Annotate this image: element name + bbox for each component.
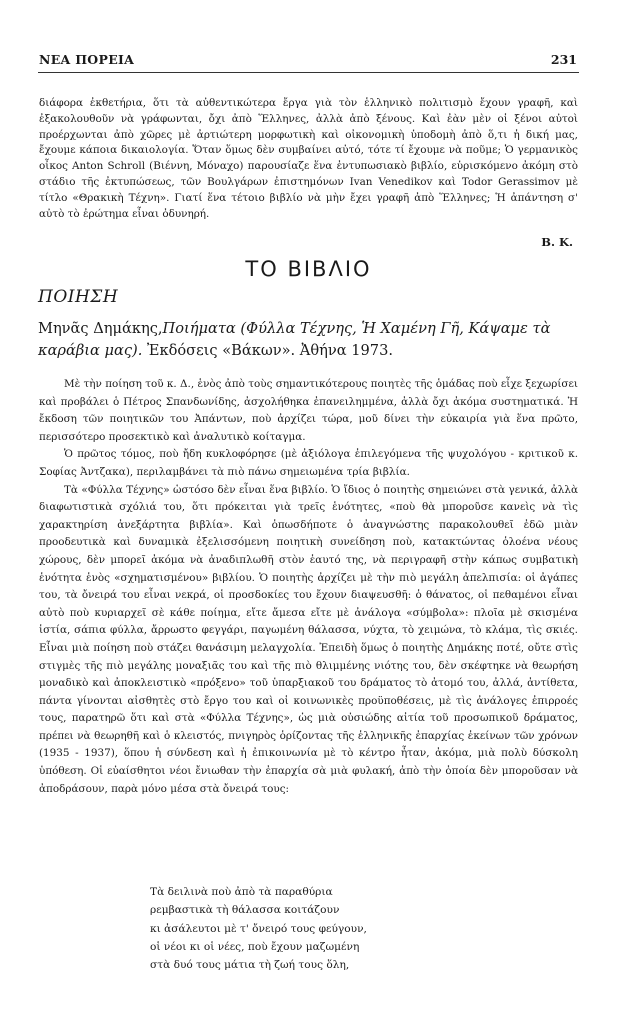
book-author: Μηνᾶς Δημάκης, <box>38 320 163 337</box>
page-number: 231 <box>550 52 577 67</box>
book-entry <box>38 318 578 362</box>
review-paragraph: Ὁ πρῶτος τόμος, ποὺ ἤδη κυκλοφόρησε (μὲ ἀξιόλογα ἐπιλεγόμενα τῆς ψυχολόγου - κριτικοῦ κ. Σοφίας Ἀντζακα), περιλαμβάνει τὰ πιὸ πάνω σημειωμένα τρία βιβλία. <box>39 448 578 478</box>
poem-excerpt <box>150 883 367 974</box>
intro-signature: Β. Κ. <box>541 235 573 249</box>
subsection-title: ΠΟΙΗΣΗ <box>38 287 119 307</box>
review-body <box>39 376 578 798</box>
intro-paragraph: διάφορα ἐκθετήρια, ὅτι τὰ αὐθεντικώτερα ἔργα γιὰ τὸν ἑλληνικὸ πολιτισμὸ ἔχουν γραφῆ, καὶ ἐξακολουθοῦν νὰ γράφωνται, ὄχι ἀπὸ Ἕλληνες, ἀλλὰ ἀπὸ ξένους. Καὶ ἐὰν μὲν οἱ ξένοι αὐτοὶ προέρχωνται ἀπὸ χῶρες μὲ ἀρτιώτερη μορφωτικὴ καὶ οἰκονομικὴ ὑποδομὴ ἀπὸ ὅ,τι ἡ δική μας, ἔχουμε κάποια δικαιολογία. Ὅταν ὅμως δὲν συμβαίνει αὐτό, τότε τί ἔχουμε νὰ ποῦμε; Ὁ γερμανικὸς οἶκος Anton Schroll (Βιέννη, Μόναχο) παρουσίαζε ἕνα ἐντυπωσιακὸ βιβλίο, εὑρισκόμενο ἀκόμη στὸ στάδιο τῆς ἐκτυπώσεως, τῶν Βουλγάρων ἐπιστημόνων Ivan Venedikov καὶ Todor Gerassimov μὲ τίτλο «Θρακικὴ Τέχνη». Γιατί ἕνα τέτοιο βιβλίο νὰ μὴν ἔχει γραφῆ ἀπὸ Ἕλληνες; Ἡ ἀπάντηση σ' αὐτὸ τὸ ἐρώτημα εἶναι ὀδυνηρή. <box>39 97 578 220</box>
book-titles: Ποιήματα (Φύλλα Τέχνης, Ἡ Χαμένη Γῆ, Κάψαμε τὰ καράβια μας). <box>38 320 551 359</box>
poem-line: στὰ δυό τους μάτια τὴ ζωή τους ὅλη, <box>150 959 350 972</box>
poem-line: κι ἀσάλευτοι μὲ τ' ὄνειρό τους φεύγουν, <box>150 922 367 935</box>
book-publisher: Ἐκδόσεις «Βάκων». Ἀθήνα 1973. <box>147 342 394 359</box>
review-paragraph: Τὰ «Φύλλα Τέχνης» ὡστόσο δὲν εἶναι ἕνα βιβλίο. Ὁ ἴδιος ὁ ποιητὴς σημειώνει στὰ γενικά, ἀλλὰ διαφωτιστικὰ σχόλιά του, ὅτι πρόκειται γιὰ τρεῖς ἑνότητες, «ποὺ θὰ μποροῦσε κανεὶς νὰ τὶς χαρακτηρίση ἀνεξάρτητα βιβλία». Καὶ ὁπωσδήποτε ὁ ἀναγνώστης παρακολουθεῖ ἐδῶ μιὰν προοδευτικὰ καὶ δυναμικὰ ἐξελισσόμενη ποιητικὴ συνείδηση ποὺ, κατακτώντας ὁλοένα νέους χώρους, δὲν μπορεῖ ἀκόμα νὰ ἀναδιπλωθῆ στὸν ἑαυτό της, νὰ περιγραφῆ στὴν κάπως συμβατικὴ ἑνότητα ἑνὸς «σχηματισμένου» βιβλίου. Ὁ ποιητὴς ἀρχίζει μὲ τὴν πιὸ μεγάλη ἀπελπισία: οἱ ἀγάπες του, τὰ ὄνειρά του εἶναι νεκρά, οἱ προσδοκίες του ἔχουν διαψευσθῆ: ὁ θάνατος, οἱ πεθαμένοι εἶναι αὐτὸ ποὺ κυριαρχεῖ σὲ κάθε ποίημα, εἴτε ἄμεσα εἴτε μὲ ἀνάλογα «σύμβολα»: πλοῖα μὲ σκισμένα ἱστία, σάπια φύλλα, ἄρρωστο φεγγάρι, παγωμένη θάλασσα, νύχτα, τὸ χειμώνα, τὸ κλάμα, τὶς σκιές. Εἶναι μιὰ ποίηση ποὺ στάζει θανάσιμη μελαγχολία. Ἐπειδὴ ὅμως ὁ ποιητὴς Δημάκης ποτέ, οὔτε στὶς στιγμὲς τῆς πιὸ μεγάλης μοναξιᾶς του καὶ τῆς πιὸ θλιμμένης νιότης του, δὲν σκέφτηκε νὰ θεωρήση μοναδικὸ καὶ ἀποκλειστικὸ «πρόξενο» τοῦ ὑπαρξιακοῦ του δράματος τὸ ἀτομό του, ἀλλά, ἀντίθετα, πάντα γίνονται αἰσθητὲς στὸ ἔργο του καὶ οἱ κοινωνικὲς προϋποθέσεις, μὲ τὶς ἀνάλογες ἐπιρροές τους, παρατηρῶ ὅτι καὶ στὰ «Φύλλα Τέχνης», ὡς μιὰ οὐσιώδης αἰτία τοῦ προσωπικοῦ δράματος, πρέπει νὰ θεωρηθῆ καὶ ὁ κλειστός, πνιγηρὸς ὁρίζοντας τῆς ἑλληνικῆς ἐπαρχίας ἐκείνων τῶν χρόνων (1935 - 1937), ὅπου ἡ σύνδεση καὶ ἡ ἐπικοινωνία μὲ τὸ κέντρο ἦταν, ἀκόμα, μιὰ πολὺ δύσκολη ὑπόθεση. Οἱ εὐαίσθητοι νέοι ἔνιωθαν τὴν ἐπαρχία σὰ μιὰ φυλακή, ἀπὸ τὴν ὁποία δὲν μποροῦσαν νὰ ἀποδράσουν, παρὰ μόνο μέσα στὰ ὄνειρά τους: <box>39 483 578 795</box>
header-rule <box>38 72 579 73</box>
poem-line: οἱ νέοι κι οἱ νέες, ποὺ ἔχουν μαζωμένη <box>150 940 360 953</box>
running-header-journal: ΝΕΑ ΠΟΡΕΙΑ <box>39 52 135 67</box>
poem-line: Τὰ δειλινὰ ποὺ ἀπὸ τὰ παραθύρια <box>150 886 333 898</box>
poem-line: ρεμβαστικὰ τὴ θάλασσα κοιτάζουν <box>150 904 340 917</box>
review-paragraph: Μὲ τὴν ποίηση τοῦ κ. Δ., ἑνὸς ἀπὸ τοὺς σημαντικότερους ποιητὲς τῆς ὁμάδας ποὺ εἶχε ξεχωρίσει καὶ προβάλει ὁ Πέτρος Σπανδωνίδης, ἀσχολήθηκα ἐπανειλημμένα, ἀλλὰ ὄχι ἀκόμα συστηματικά. Ἡ ἔκδοση τῶν ποιητικῶν του Ἀπάντων, ποὺ ἀρχίζει τώρα, μοῦ δίνει τὴν εὐκαιρία γιὰ ἕνα πρῶτο, περισσότερο προσεκτικὸ καὶ ἀναλυτικὸ κοίταγμα. <box>39 378 578 443</box>
section-title: ΤΟ ΒΙΒΛΙΟ <box>245 257 372 281</box>
